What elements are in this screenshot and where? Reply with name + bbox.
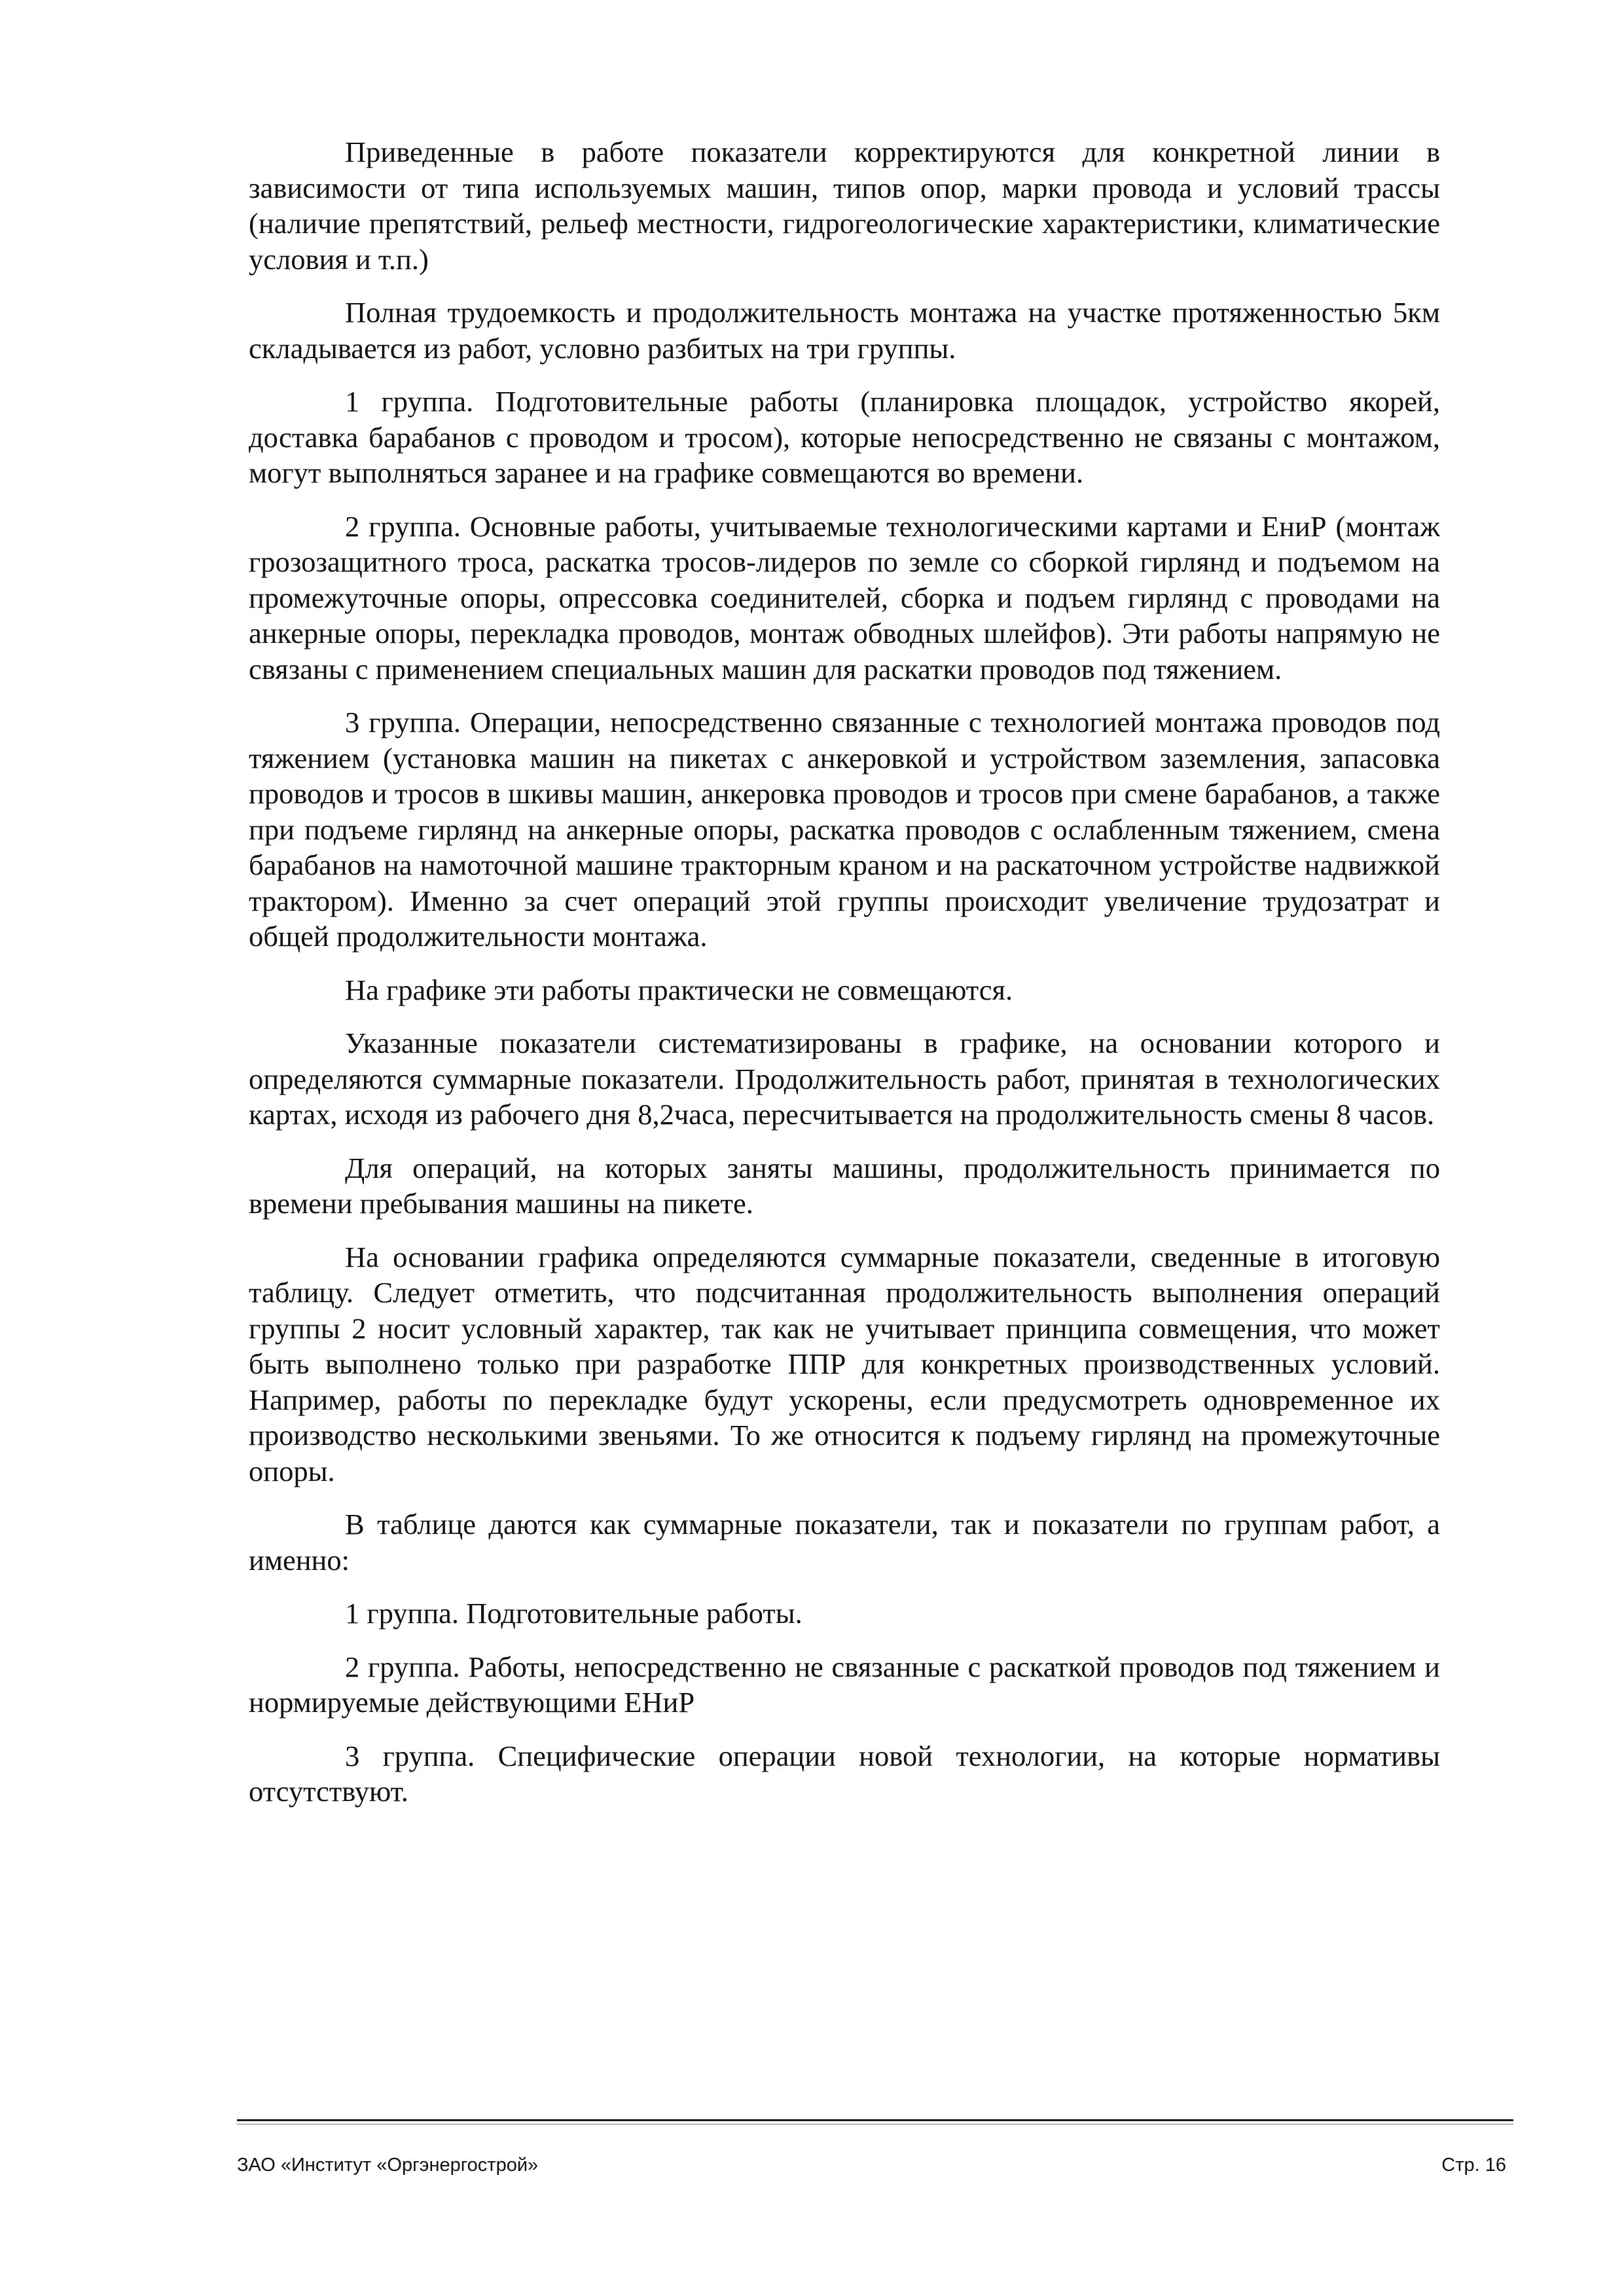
paragraph: 1 группа. Подготовительные работы (планировка площадок, устройство якорей, доставка барабанов с проводом и тросом), которые непосредственно не связаны с монтажом, могут выполняться заранее и на графике совмещаются во времени. (249, 385, 1440, 489)
footer-divider (237, 2119, 1513, 2121)
paragraph: 2 группа. Работы, непосредственно не связанные с раскаткой проводов под тяжением и нормируемые действующими ЕНиР (249, 1650, 1440, 1719)
paragraph: Для операций, на которых заняты машины, продолжительность принимается по времени пребывания машины на пикете. (249, 1151, 1440, 1220)
paragraph: Указанные показатели систематизированы в графике, на основании которого и определяются суммарные показатели. Продолжительность работ, принятая в технологических картах, исходя из рабочего дня 8,2часа, пересчитывается на продолжительность смены 8 часов. (249, 1027, 1440, 1131)
paragraph: На графике эти работы практически не совмещаются. (345, 973, 1013, 1006)
footer-organization: ЗАО «Институт «Оргэнергострой» (237, 2155, 539, 2176)
paragraph: 1 группа. Подготовительные работы. (345, 1597, 803, 1630)
paragraph: 3 группа. Операции, непосредственно связанные с технологией монтажа проводов под тяжением (установка машин на пикетах с анкеровкой и устройством заземления, запасовка проводов и тросов в шкивы машин, анкеровка проводов и тросов при смене барабанов, а также при подъеме гирлянд на анкерные опоры, раскатка проводов с ослабленным тяжением, смена барабанов на намоточной машине тракторным краном и на раскаточном устройстве надвижкой трактором). Именно за счет операций этой группы происходит увеличение трудозатрат и общей продолжительности монтажа. (249, 706, 1440, 953)
paragraph: 3 группа. Специфические операции новой технологии, на которые нормативы отсутствуют. (249, 1739, 1440, 1808)
paragraph: На основании графика определяются суммарные показатели, сведенные в итоговую таблицу. Следует отметить, что подсчитанная продолжительность выполнения операций группы 2 носит условный характер, так как не учитывает принципа совмещения, что может быть выполнено только при разработке ППР для конкретных производственных условий. Например, работы по перекладке будут ускорены, если предусмотреть одновременное их производство несколькими звеньями. То же относится к подъему гирлянд на промежуточные опоры. (249, 1240, 1440, 1487)
paragraph: Приведенные в работе показатели корректируются для конкретной линии в зависимости от типа используемых машин, типов опор, марки провода и условий трассы (наличие препятствий, рельеф местности, гидрогеологические характеристики, климатические условия и т.п.) (249, 136, 1440, 276)
paragraph: 2 группа. Основные работы, учитываемые технологическими картами и ЕниР (монтаж грозозащитного троса, раскатка тросов-лидеров по земле со сборкой гирлянд и подъемом на промежуточные опоры, опрессовка соединителей, сборка и подъем гирлянд с проводами на анкерные опоры, перекладка проводов, монтаж обводных шлейфов). Эти работы напрямую не связаны с применением специальных машин для раскатки проводов под тяжением. (249, 509, 1440, 685)
footer-page-number: Стр. 16 (1441, 2155, 1506, 2176)
document-body (249, 134, 1440, 1827)
paragraph: В таблице даются как суммарные показатели, так и показатели по группам работ, а именно: (249, 1508, 1440, 1576)
paragraph: Полная трудоемкость и продолжительность монтажа на участке протяженностью 5км складывается из работ, условно разбитых на три группы. (249, 296, 1440, 365)
